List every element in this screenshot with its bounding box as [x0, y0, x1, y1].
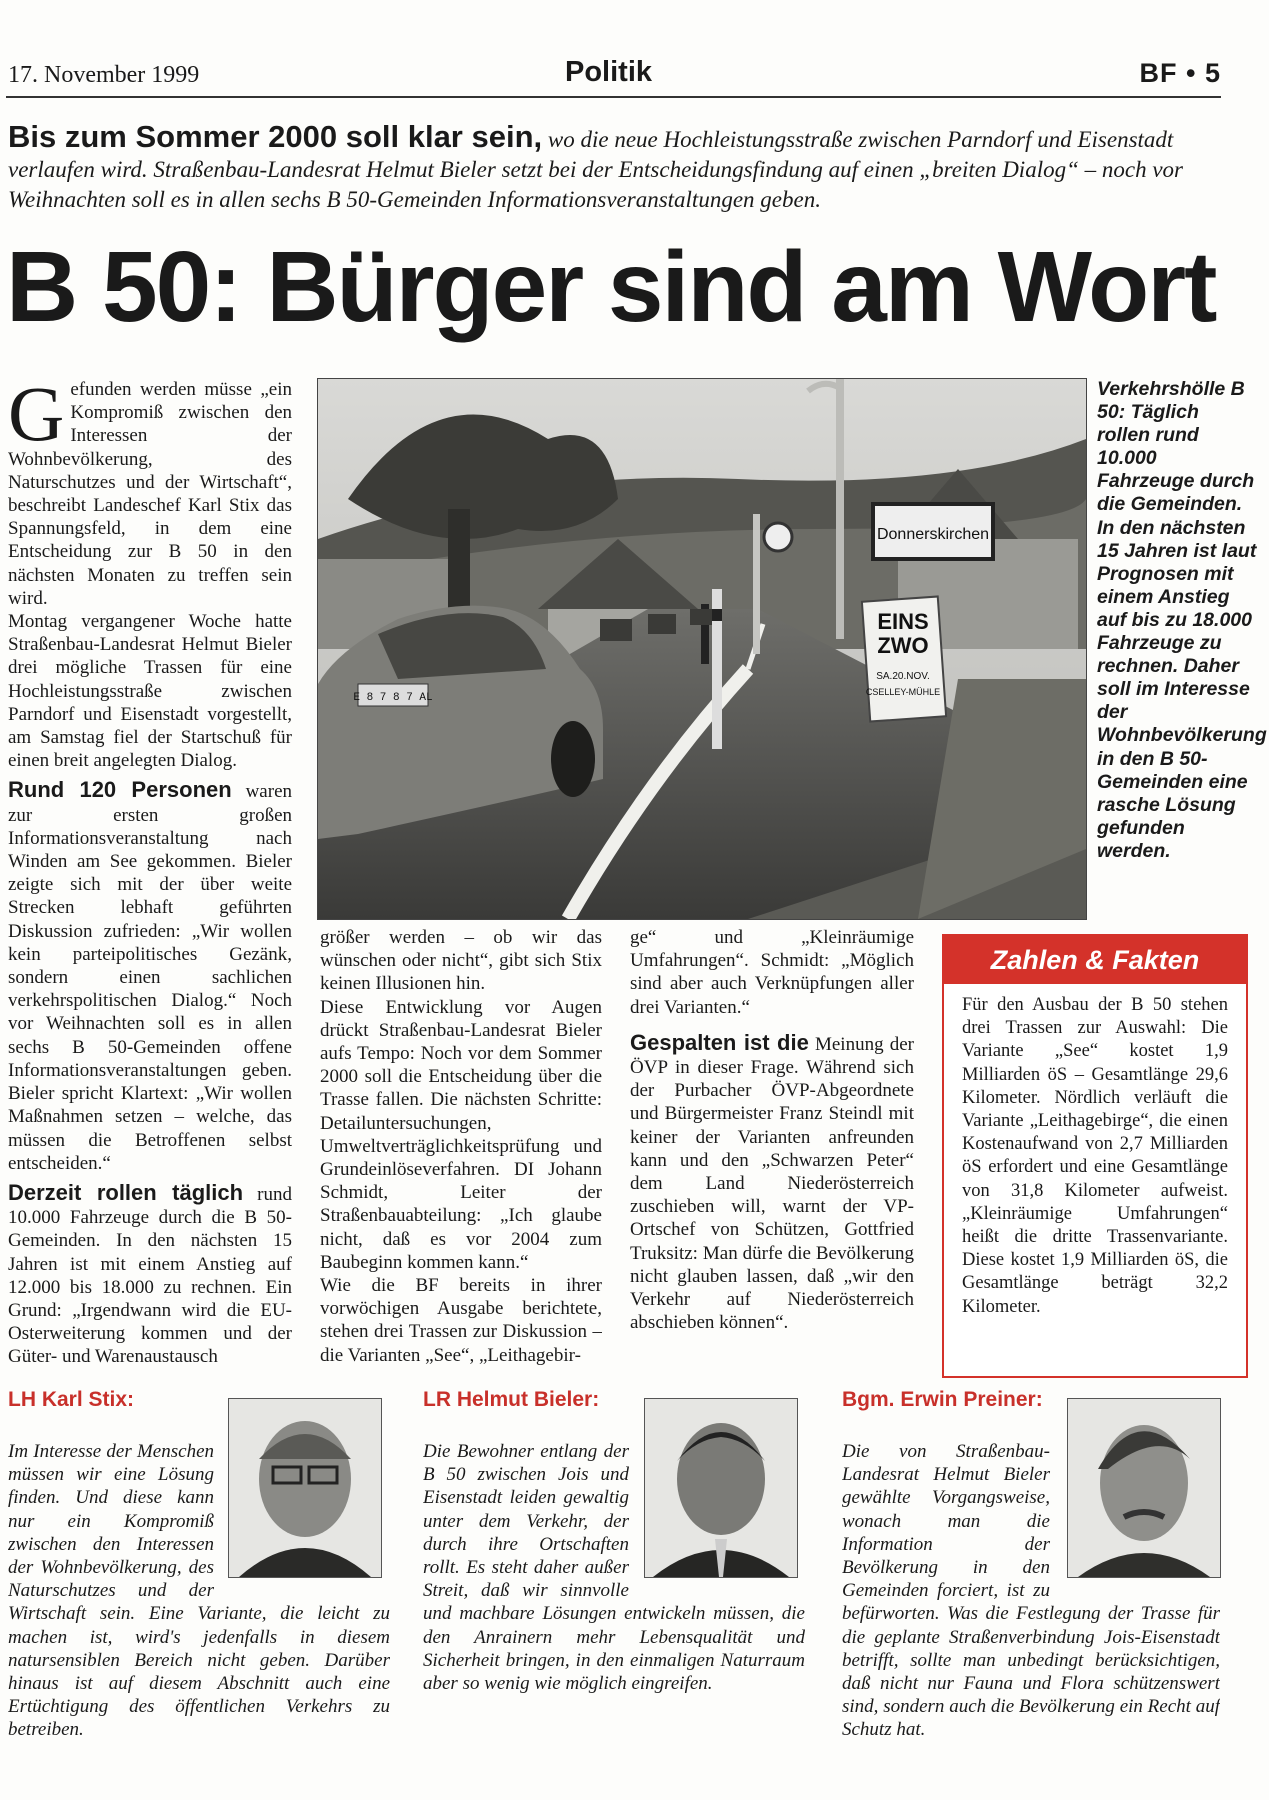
poster-place: CSELLEY-MÜHLE: [865, 687, 941, 697]
header-rule: [6, 96, 1221, 98]
poster-line-2: ZWO: [877, 633, 929, 658]
street-photo: [317, 378, 1087, 920]
subhead-1: Rund 120 Personen: [8, 777, 232, 803]
dek-lead: Bis zum Sommer 2000 soll klar sein,: [8, 119, 543, 154]
facts-box-title: Zahlen & Fakten: [944, 936, 1246, 984]
headline: B 50: Bürger sind am Wort: [6, 231, 1216, 343]
quote-2-text: Die Bewohner entlang der B 50 zwischen Jois und Eisenstadt leiden gewaltig unter dem Verkehr, der durch ihre Ortschaften rollt. Es steht daher außer Streit, daß wir sinnvolle und machbare Lösungen entwickeln müssen, die den Anrainern mehr Lebensqualität und Sicherheit bringen, in den einmaligen Naturraum aber so wenig wie möglich eingreifen.: [423, 1441, 805, 1695]
quote-3-float: [1050, 1440, 1220, 1586]
column-1: [8, 378, 292, 1378]
issue-date: 17. November 1999: [8, 62, 200, 88]
article-dek: [8, 119, 1213, 215]
quote-3: [842, 1440, 1220, 1740]
facts-box: [942, 934, 1248, 1378]
poster-date: SA.20.NOV.: [876, 671, 930, 682]
col3-para-2: Meinung der ÖVP in dieser Frage. Während sich der Purbacher ÖVP-Abgeordnete und Bürgermeister Franz Steindl mit keiner der Varianten anfreunden kann und den „Schwarzen Peter“ dem Land Niederösterreich zuschieben will, warnt der VP-Ortschef von Schützen, Gottfried Truksitz: Man dürfe die Bevölkerung nicht glauben lassen, daß „wir den Verkehr auf Niederösterreich abschieben können“.: [630, 1033, 914, 1334]
dek-text: wo die neue Hochleistungsstraße zwischen Parndorf und Eisenstadt verlaufen wird. Straßenbau-Landesrat Helmut Bieler setzt bei der Entscheidungsfindung auf einen „breiten Dialog“ – noch vor Weihnachten soll es in allen sechs B 50-Gemeinden Informationsveranstaltungen geben.: [8, 127, 1183, 212]
col1-para-1: efunden werden müsse „ein Kompromiß zwischen den Interessen der Wohnbevölkerung, des Naturschutzes und der Wirtschaft“, beschreibt Landeschef Karl Stix das Spannungsfeld, in dem eine Entscheidung zur B 50 in den nächsten Monaten zu treffen sein wird.: [8, 379, 292, 609]
facts-box-body: Für den Ausbau der B 50 stehen drei Trassen zur Auswahl: Die Variante „See“ kostet 1,9 Milliarden öS – Gesamtlänge 29,6 Kilometer. Nördlich verläuft die Variante „Leithagebirge“, die einen Kostenaufwand von 2,7 Milliarden öS erfordert und eine Gesamtlänge von 31,8 Kilometer aufweist. „Kleinräumige Umfahrungen“ heißt die dritte Trassenvariante. Diese kostet 1,9 Milliarden öS, die Gesamtlänge beträgt 32,2 Kilometer.: [962, 995, 1228, 1317]
col2-para-2: Diese Entwicklung vor Augen drückt Straßenbau-Landesrat Bieler aufs Tempo: Noch vor dem Sommer 2000 soll die Entscheidung über die Trasse fallen. Die nächsten Schritte: Detailuntersuchungen, Umweltverträglichkeitsprüfung und Grundeinlöseverfahren. DI Johann Schmidt, Leiter der Straßenbauabteilung: „Ich glaube nicht, daß es vor 2004 zum Baubeginn kommen kann.“: [320, 996, 602, 1273]
col1-para-2: Montag vergangener Woche hatte Straßenbau-Landesrat Helmut Bieler drei mögliche Trassen für eine Hochleistungsstraße zwischen Parndorf und Eisenstadt vorgestellt, am Samstag fiel der Startschuß für einen breit angelegten Dialog.: [8, 611, 292, 772]
col1-para-3: waren zur ersten großen Informationsveranstaltung nach Winden am See gekommen. Bieler zeigte sich mit der über weite Strecken lebhaft geführten Diskussion zufrieden: „Wir wollen kein parteipolitisches Gezänk, sondern einen sachlichen verkehrspolitischen Dialog.“ Noch vor Weihnachten soll es in allen sechs B 50-Gemeinden offene Informationsveranstaltungen geben. Bieler spricht Klartext: „Wir wollen Maßnahmen setzen – welche, das müssen die Betroffenen selbst entscheiden.“: [8, 781, 292, 1174]
col1-para-4: rund 10.000 Fahrzeuge durch die B 50-Gemeinden. In den nächsten 15 Jahren ist mit einem Anstieg auf 12.000 bis 18.000 zu rechnen. Ein Grund: „Irgendwann wird die EU-Osterweiterung kommen und der Güter- und Warenaustausch: [8, 1183, 292, 1368]
license-plate: E 8 7 8 7 AL: [353, 692, 433, 704]
drop-cap: G: [8, 378, 65, 457]
column-2: [320, 926, 602, 1381]
section-title: Politik: [565, 56, 653, 88]
quote-2-float: [629, 1440, 805, 1586]
column-3: [630, 926, 914, 1381]
quote-3-name: Bgm. Erwin Preiner:: [842, 1388, 1043, 1411]
subhead-2: Derzeit rollen täglich: [8, 1179, 244, 1205]
page-number: BF • 5: [1139, 58, 1221, 88]
quote-3-text: Die von Straßenbau-Landesrat Helmut Bieler gewählte Vorgangsweise, wonach man die Information der Bevölkerung in den Gemeinden forciert, ist zu befürworten. Was die Festlegung der Trasse für die geplante Straßenverbindung Jois-Eisenstadt betrifft, sollte man unbedingt berücksichtigen, daß nicht nur Fauna und Flora schützenswert sind, sondern auch die Bevölkerung ein Recht auf Schutz hat.: [842, 1441, 1220, 1740]
quote-1: [8, 1440, 390, 1740]
col3-para-1: ge“ und „Kleinräumige Umfahrungen“. Schmidt: „Möglich sind aber auch Verknüpfungen aller drei Varianten.“: [630, 927, 914, 1018]
subhead-3: Gespalten ist die: [630, 1029, 809, 1055]
poster-line-1: EINS: [877, 609, 929, 634]
col2-para-3: Wie die BF bereits in ihrer vorwöchigen Ausgabe berichtete, stehen drei Trassen zur Diskussion – die Varianten „See“, „Leithagebir-: [320, 1275, 602, 1366]
quote-2: [423, 1440, 805, 1740]
quote-1-text: Im Interesse der Menschen müssen wir eine Lösung finden. Und diese kann nur ein Kompromiß zwischen den Interessen der Wohnbevölkerung, des Naturschutzes und der Wirtschaft sein. Eine Variante, die leicht zu machen ist, wird's jedenfalls in diesem natursensiblen Bereich nicht geben. Darüber hinaus ist auf diesem Abschnitt auch eine Ertüchtigung des öffentlichen Verkehrs zu betreiben.: [8, 1441, 390, 1740]
quote-1-name: LH Karl Stix:: [8, 1388, 135, 1411]
col2-para-1: größer werden – ob wir das wünschen oder nicht“, gibt sich Stix keinen Illusionen hin.: [320, 927, 602, 995]
photo-caption: Verkehrshölle B 50: Täglich rollen rund 10.000 Fahrzeuge durch die Gemeinden. In den nächsten 15 Jahren ist laut Prognosen mit einem Anstieg auf bis zu 18.000 Fahrzeuge zu rechnen. Daher soll im Interesse der Wohnbevölkerung in den B 50-Gemeinden eine rasche Lösung gefunden werden.: [1097, 378, 1267, 862]
quote-1-float: [214, 1440, 390, 1586]
quote-2-name: LR Helmut Bieler:: [423, 1388, 600, 1411]
town-sign-text: Donnerskirchen: [876, 526, 990, 543]
